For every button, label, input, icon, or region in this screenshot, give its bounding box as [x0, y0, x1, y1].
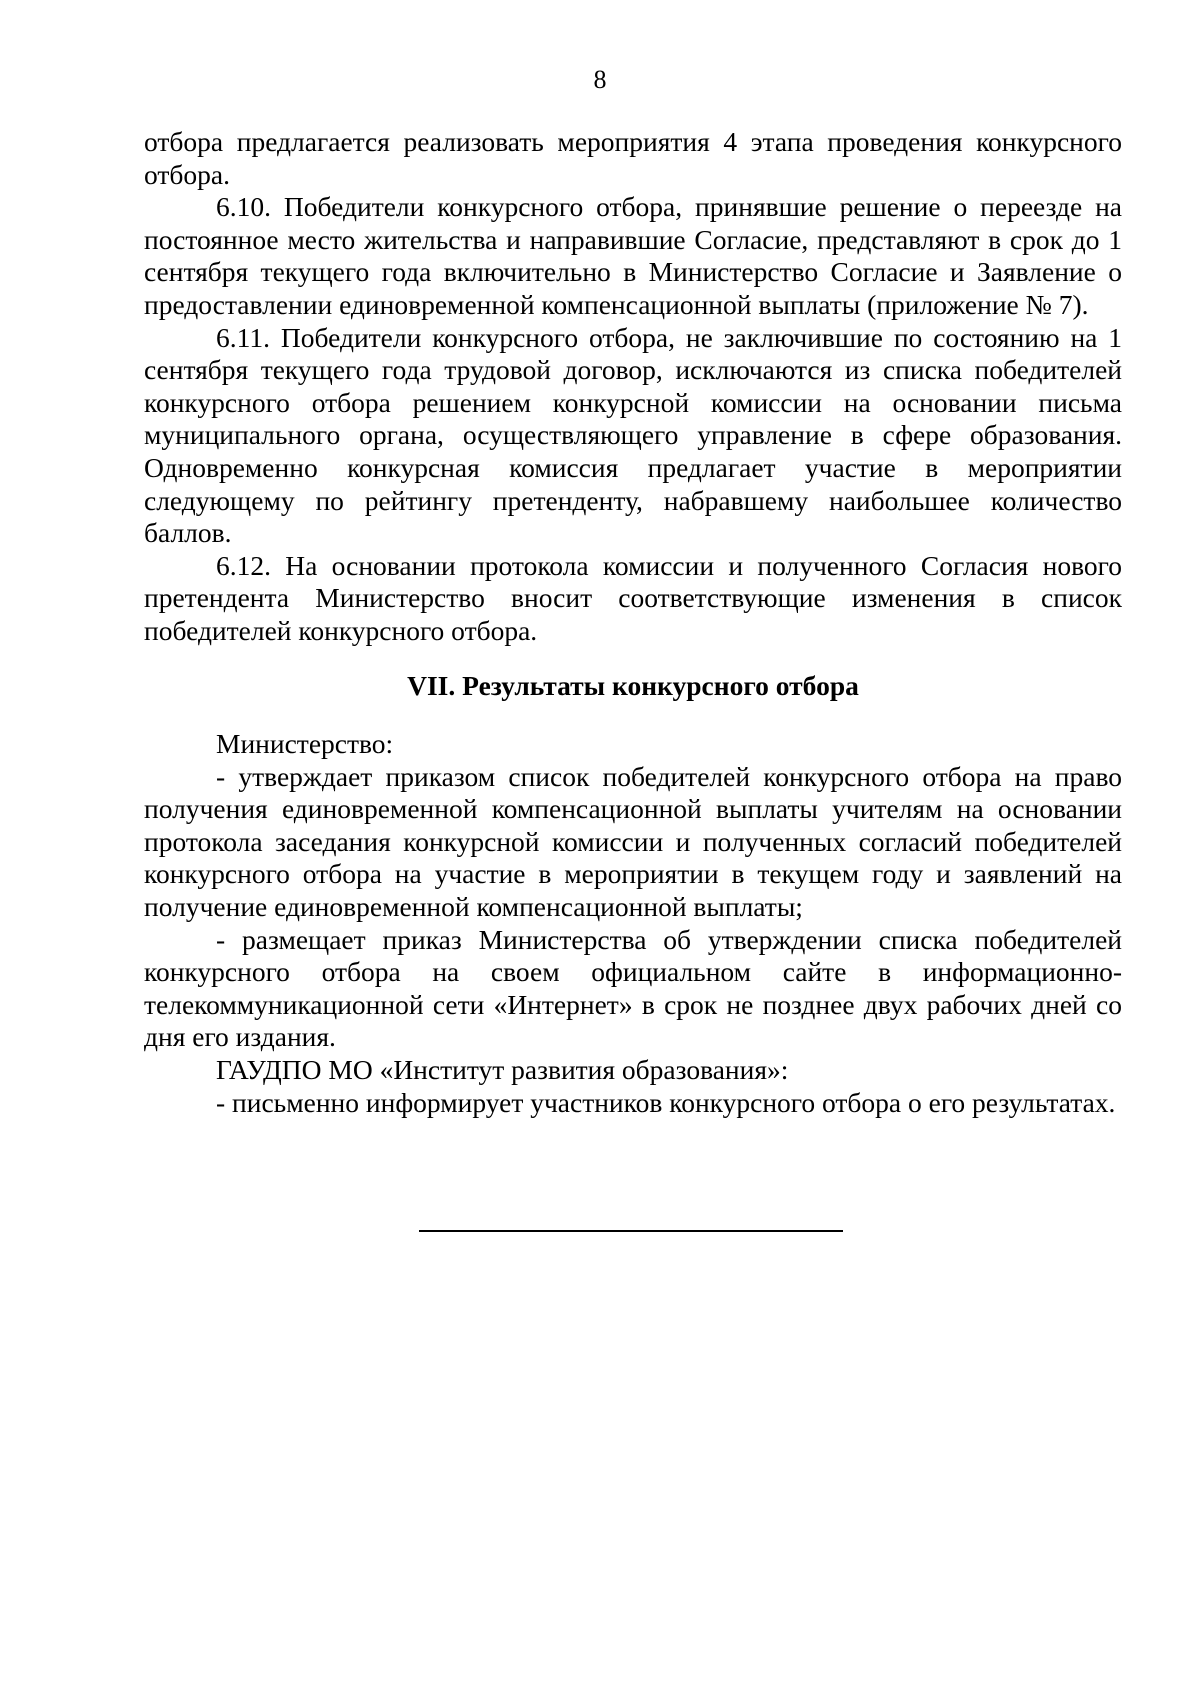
paragraph-continuation: отбора предлагается реализовать мероприятия 4 этапа проведения конкурсного отбора. — [144, 126, 1122, 190]
section-heading: VII. Результаты конкурсного отбора — [407, 669, 859, 701]
ministry-label: Министерство: — [216, 728, 394, 760]
institute-label: ГАУДПО МО «Институт развития образования»: — [216, 1054, 789, 1086]
paragraph-6-12: 6.12. На основании протокола комиссии и полученного Согласия нового претендента Министерство вносит соответствующие изменения в список победителей конкурсного отбора. — [144, 549, 1122, 646]
institute-item-1: - письменно информирует участников конкурсного отбора о его результатах. — [216, 1086, 1116, 1118]
ministry-item-2: - размещает приказ Министерства об утверждении списка победителей конкурсного отбора на своем официальном сайте в информационно-телекоммуникационной сети «Интернет» в срок не позднее двух рабочих дней со дня его издания. — [144, 923, 1122, 1053]
closing-divider — [419, 1230, 843, 1232]
ministry-item-1: - утверждает приказом список победителей конкурсного отбора на право получения единовременной компенсационной выплаты учителям на основании протокола заседания конкурсной комиссии и полученных согласий победителей конкурсного отбора на участие в мероприятии в текущем году и заявлений на получение единовременной компенсационной выплаты; — [144, 760, 1122, 923]
page-number: 8 — [593, 65, 607, 94]
paragraph-6-11: 6.11. Победители конкурсного отбора, не заключившие по состоянию на 1 сентября текущего года трудовой договор, исключаются из списка победителей конкурсного отбора решением конкурсной комиссии на основании письма муниципального органа, осуществляющего управление в сфере образования. Одновременно конкурсная комиссия предлагает участие в мероприятии следующему по рейтингу претенденту, набравшему наибольшее количество баллов. — [144, 321, 1122, 549]
paragraph-6-10: 6.10. Победители конкурсного отбора, принявшие решение о переезде на постоянное место жительства и направившие Согласие, представляют в срок до 1 сентября текущего года включительно в Министерство Согласие и Заявление о предоставлении единовременной компенсационной выплаты (приложение № 7). — [144, 191, 1122, 320]
document-body — [144, 126, 1122, 1119]
